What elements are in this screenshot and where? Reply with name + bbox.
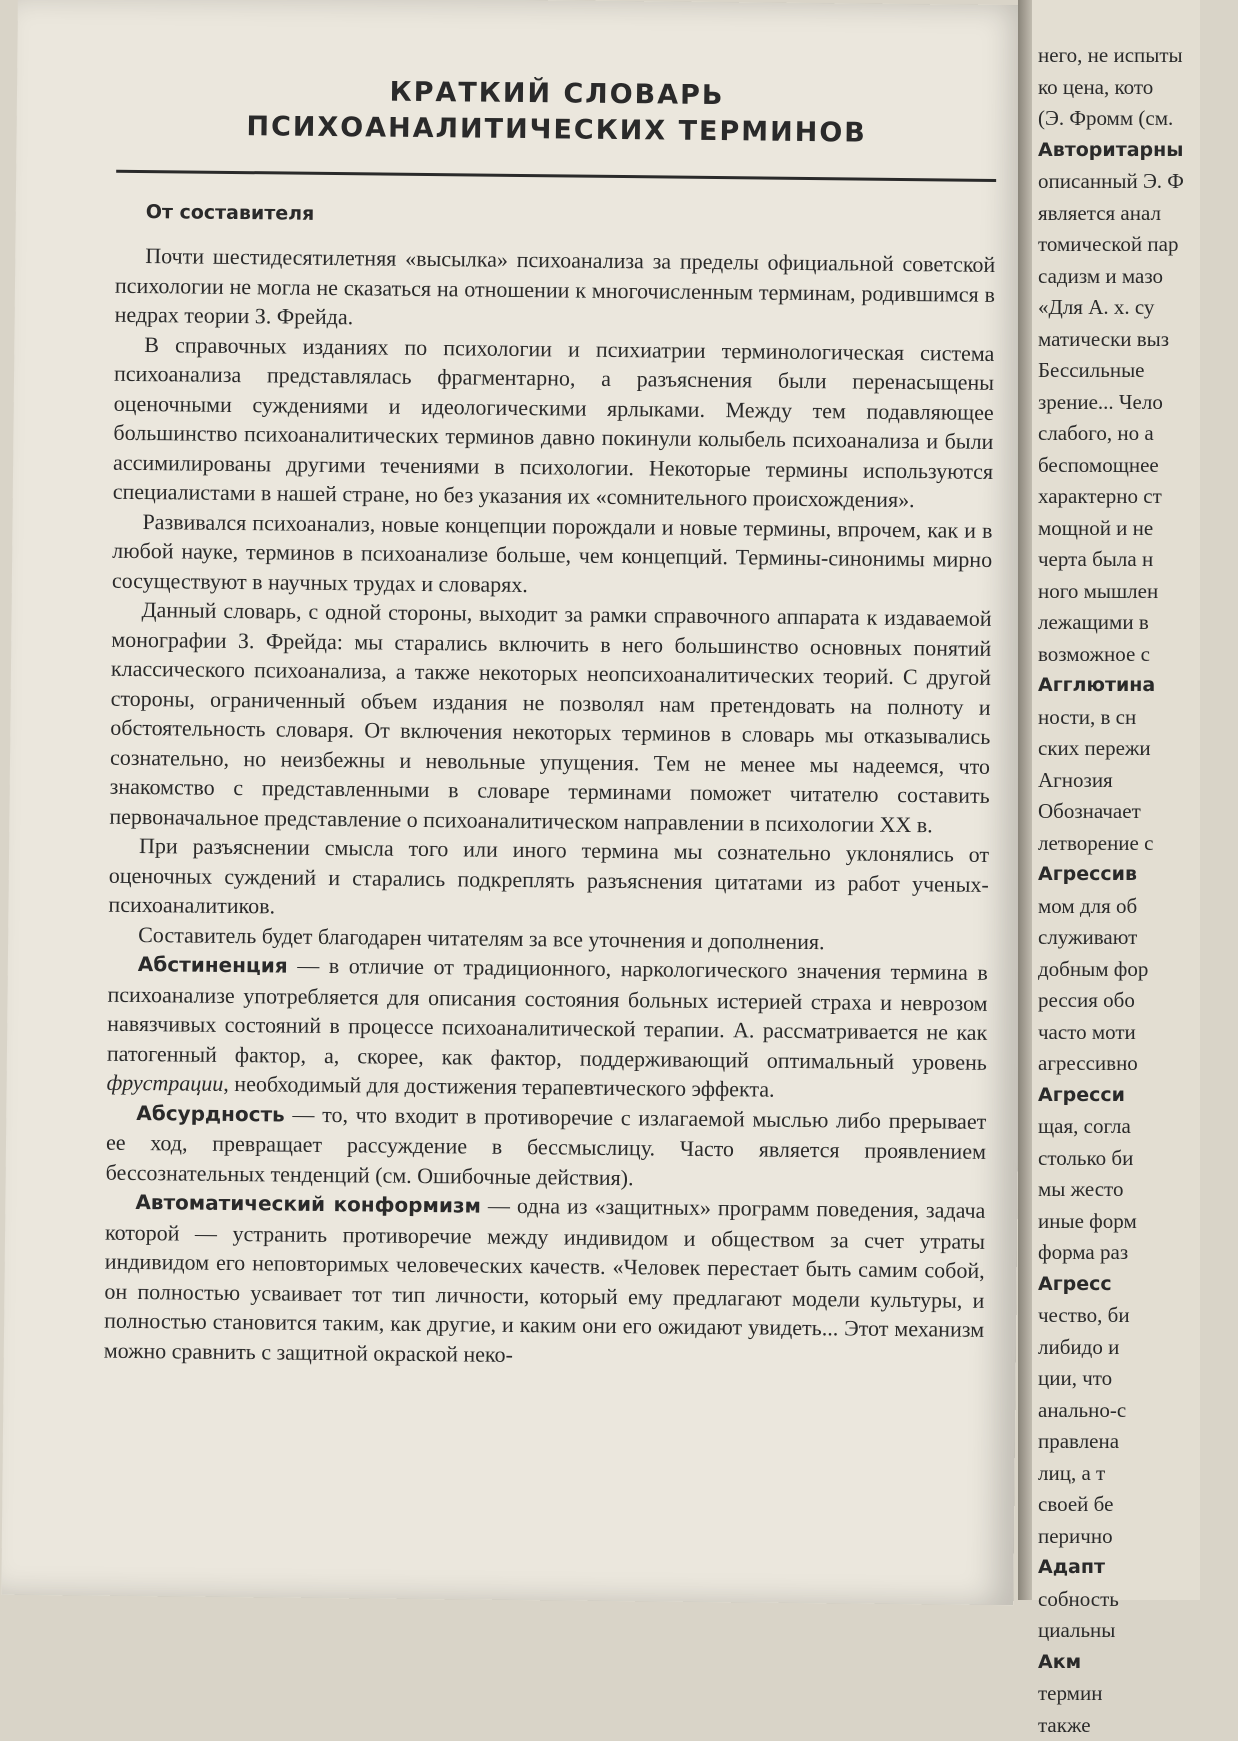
intro-paragraph-4: Данный словарь, с одной стороны, выходит за рамки справочного аппарата к издаваемой монографии З. Фрейда: мы старались включить в него большинство основных понятий классического психоанализа, а также некоторых неопсихоаналитических теорий. С другой стороны, ограниченный объем издания не позволял нам претендовать на полноту и обстоятельность словаря. От включения некоторых терминов в словарь мы отказывались сознательно, но неизбежны и невольные упущения. Тем не менее мы надеемся, что знакомство с представленными в словаре терминами поможет читателю составить первоначальное представление о психоаналитическом направлении в психологии XX в. (109, 595, 991, 840)
right-page-text (1038, 40, 1238, 1741)
right-page-line: своей бе (1038, 1489, 1238, 1521)
right-page-line: (Э. Фромм (см. (1038, 103, 1238, 135)
title-line-1: КРАТКИЙ СЛОВАРЬ (117, 72, 997, 117)
right-page-line: мы жесто (1038, 1174, 1238, 1206)
right-page-line: «Для А. х. су (1038, 292, 1238, 324)
entry-crossref: фрустрации (107, 1070, 224, 1096)
right-page-line: часто моти (1038, 1017, 1238, 1049)
right-page-line: столько би (1038, 1143, 1238, 1175)
right-page-line: зрение... Чело (1038, 387, 1238, 419)
intro-paragraph-1: Почти шестидесятилетняя «высылка» психоанализа за пределы официальной советской психологии не могла не сказаться на отношении к многочисленным терминам, родившимся в недрах теории З. Фрейда. (115, 241, 996, 339)
right-page-line: мом для об (1038, 891, 1238, 923)
right-page-line: служивают (1038, 922, 1238, 954)
entry-term: Автоматический конформизм (135, 1190, 481, 1218)
right-page-line: щая, согла (1038, 1111, 1238, 1143)
right-page-line: летворение с (1038, 828, 1238, 860)
right-page-line: слабого, но а (1038, 418, 1238, 450)
intro-paragraph-2: В справочных изданиях по психологии и психиатрии терминологическая система психоанализа представлялась фрагментарно, а разъяснения были перенасыщены оценочными суждениями и идеологическими ярлыками. Между тем подавляющее большинство психоаналитических терминов давно покинули колыбель психоанализа и были ассимилированы другими течениями в психологии. Некоторые термины используются специалистами в нашей стране, но без указания их «сомнительного происхождения». (113, 329, 995, 515)
right-page-line: Агресс (1038, 1269, 1238, 1301)
right-page-line: ских пережи (1038, 733, 1238, 765)
right-page-line: ного мышлен (1038, 576, 1238, 608)
right-page-line: возможное с (1038, 639, 1238, 671)
right-page-line: мощной и не (1038, 513, 1238, 545)
right-page-line: Агресси (1038, 1080, 1238, 1112)
right-page-line: собность (1038, 1584, 1238, 1616)
right-page-line: лежащими в (1038, 607, 1238, 639)
right-page-line: либидо и (1038, 1332, 1238, 1364)
right-page-line: чество, би (1038, 1300, 1238, 1332)
right-page-line: Акм (1038, 1647, 1238, 1679)
left-page (1, 0, 1030, 1605)
right-page-line: рессия обо (1038, 985, 1238, 1017)
right-page-line: ции, что (1038, 1363, 1238, 1395)
right-page-line: Авторитарны (1038, 135, 1238, 167)
section-title: От составителя (146, 201, 996, 232)
right-page-line: садизм и мазо (1038, 261, 1238, 293)
right-page (1032, 0, 1200, 1600)
right-page-line: Бессильные (1038, 355, 1238, 387)
title-rule (116, 170, 996, 182)
right-page-line: форма раз (1038, 1237, 1238, 1269)
right-page-line: матически выз (1038, 324, 1238, 356)
intro-paragraph-3: Развивался психоанализ, новые концепции порождали и новые термины, впрочем, как и в любой науке, терминов в психоанализе больше, чем концепций. Термины-синонимы мирно сосуществуют в научных трудах и словарях. (112, 506, 993, 604)
right-page-line: описанный Э. Ф (1038, 166, 1238, 198)
right-page-line: томической пар (1038, 229, 1238, 261)
entry-abstinence (106, 949, 988, 1107)
entry-text-end: , необходимый для достижения терапевтического эффекта. (223, 1071, 774, 1102)
right-page-line: перично (1038, 1521, 1238, 1553)
entry-term: Абстиненция (138, 952, 288, 978)
right-page-line: характерно ст (1038, 481, 1238, 513)
right-page-line: беспомощнее (1038, 450, 1238, 482)
right-page-line: Агглютина (1038, 670, 1238, 702)
right-page-line: лиц, а т (1038, 1458, 1238, 1490)
right-page-line: термин (1038, 1678, 1238, 1710)
right-page-line: ности, в сн (1038, 702, 1238, 734)
right-page-line: иные форм (1038, 1206, 1238, 1238)
right-page-line: Агрессив (1038, 859, 1238, 891)
intro-paragraph-5: При разъяснении смысла того или иного термина мы сознательно уклонялись от оценочных суждений и старались подкреплять разъяснения цитатами из работ ученых-психоаналитиков. (108, 831, 989, 929)
title-line-2: ПСИХОАНАЛИТИЧЕСКИХ ТЕРМИНОВ (116, 108, 996, 153)
page-title (116, 72, 997, 153)
right-page-line: циальны (1038, 1615, 1238, 1647)
intro-paragraph-6: Составитель будет благодарен читателям за все уточнения и дополнения. (108, 919, 988, 958)
right-page-line: агрессивно (1038, 1048, 1238, 1080)
right-page-line: добным фор (1038, 954, 1238, 986)
right-page-line: анально-с (1038, 1395, 1238, 1427)
right-page-line: ко цена, кото (1038, 72, 1238, 104)
right-page-line: Обозначает (1038, 796, 1238, 828)
right-page-line: правлена (1038, 1426, 1238, 1458)
entry-conformism (104, 1187, 986, 1374)
entry-text: — в отличие от традиционного, наркологического значения термина в психоанализе употребляется для описания состояния больных истерией страха и неврозом навязчивых состояний в процессе психоаналитической терапии. А. рассматривается не как патогенный фактор, а, скорее, как фактор, поддерживающий оптимальный уровень (107, 953, 988, 1075)
right-page-line: является анал (1038, 198, 1238, 230)
right-page-line: также (1038, 1710, 1238, 1741)
right-page-line: Агнозия (1038, 765, 1238, 797)
right-page-line: Адапт (1038, 1552, 1238, 1584)
right-page-line: него, не испыты (1038, 40, 1238, 72)
entry-absurdity (106, 1097, 987, 1196)
entry-term: Абсурдность (136, 1101, 285, 1127)
right-page-line: черта была н (1038, 544, 1238, 576)
entry-text: — одна из «защитных» программ поведения, задача которой — устранить противоречие между индивидом и обществом за счет утраты индивидом его неповторимых человеческих качеств. «Человек перестает быть самим собой, он полностью усваивает тот тип личности, который ему предлагают модели культуры, и полностью становится таким, как другие, и каким они его ожидают увидеть... Этот механизм можно сравнить с защитной окраской неко- (104, 1193, 986, 1367)
page-content (104, 56, 998, 1374)
entry-text: — то, что входит в противоречие с излагаемой мыслью либо прерывает ее ход, превращает рассуждение в бессмыслицу. Часто является проявлением бессознательных тенденций (см. Ошибочные действия). (106, 1101, 987, 1190)
